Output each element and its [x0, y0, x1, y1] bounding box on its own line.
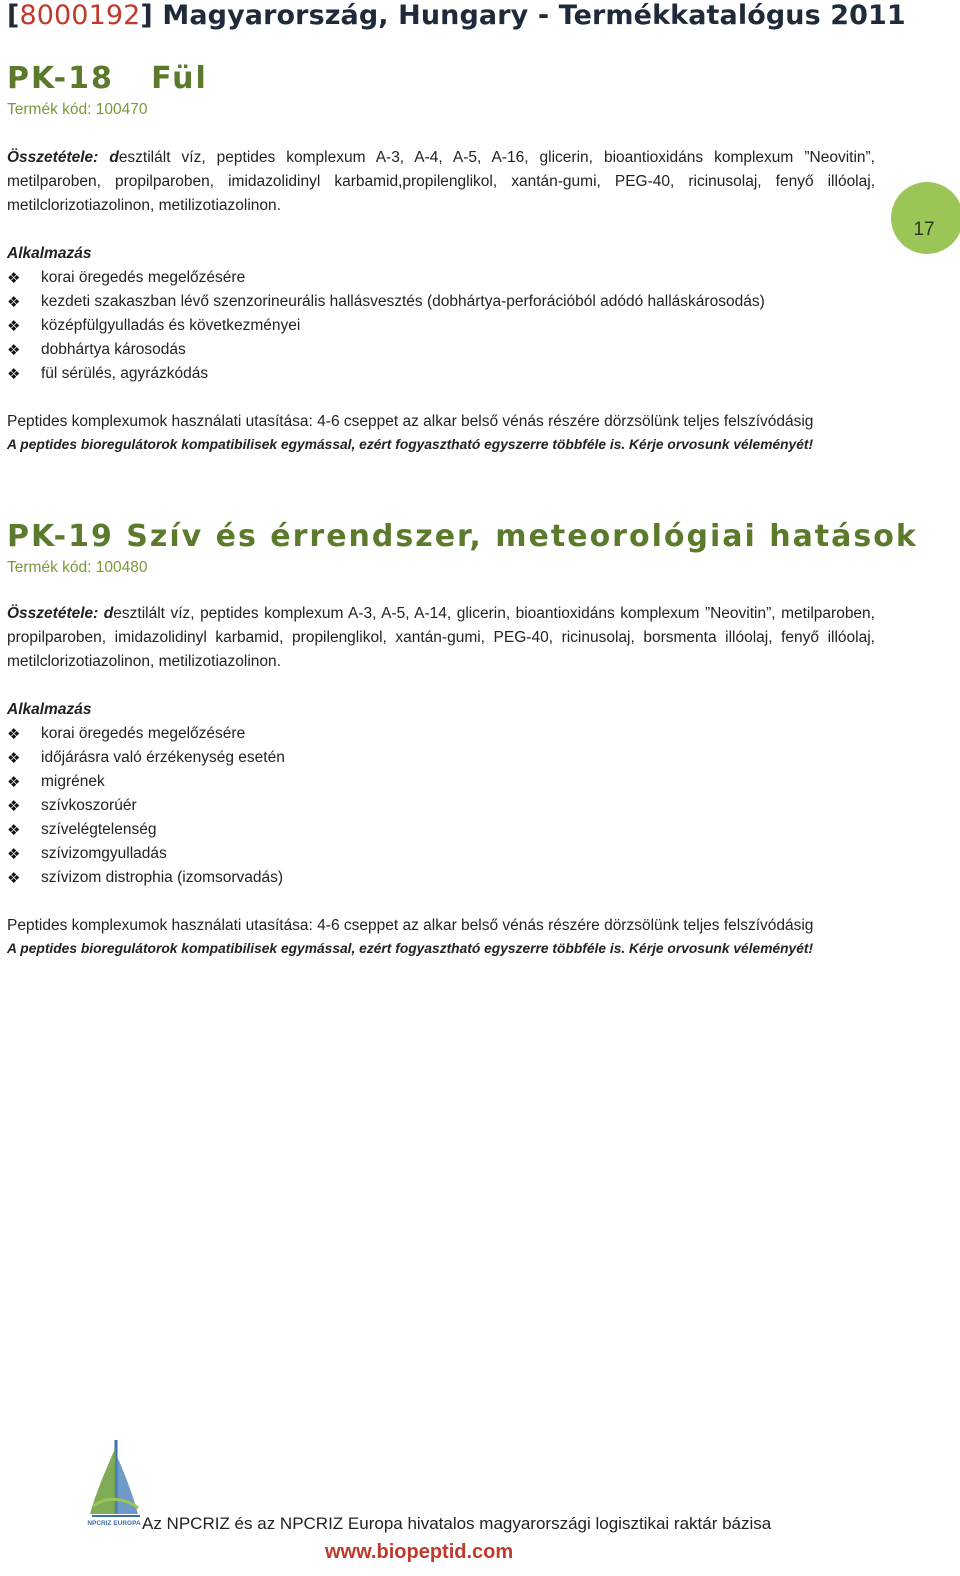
header-title: Magyarország, Hungary - Termékkatalógus 2011 [152, 0, 906, 31]
composition-text: esztilált víz, peptides komplexum A-3, A-5, A-14, glicerin, bioantioxidáns komplexum ”Neovitin”, metilparoben, propilparoben, imidazolidinyl karbamid, propilenglikol, xantán-gumi, PEG-40, ricinusolaj, borsmenta illóolaj, fenyő illóolaj, metilclorizotiazolinon, metilizotiazolinon. [7, 605, 875, 670]
list-item: ❖ időjárásra való érzékenység esetén [7, 746, 875, 770]
product-code: Termék kód: 100480 [7, 559, 148, 576]
diamond-bullet-icon: ❖ [7, 365, 21, 383]
composition-label: Összetétele: d [7, 605, 114, 622]
header-bracket-open: [ [7, 0, 20, 31]
logo-caption: NPCRIZ EUROPA [87, 1520, 141, 1527]
list-item: ❖ migrének [7, 770, 875, 794]
diamond-bullet-icon: ❖ [7, 845, 21, 863]
list-item: ❖ szívizom distrophia (izomsorvadás) [7, 866, 875, 890]
catalog-code: 8000192 [19, 0, 141, 31]
diamond-bullet-icon: ❖ [7, 293, 21, 311]
page-number: 17 [913, 219, 935, 240]
usage-instructions: Peptides komplexumok használati utasítása: 4-6 cseppet az alkar belső vénás részére dörzsölünk teljes felszívódásig [7, 413, 814, 430]
document-header [7, 0, 906, 31]
diamond-bullet-icon: ❖ [7, 725, 21, 743]
list-item: ❖ korai öregedés megelőzésére [7, 722, 875, 746]
product-title: PK-18 Fül [7, 61, 208, 96]
compatibility-note: A peptides bioregulátorok kompatibilisek egymással, ezért fogyasztható egyszerre többféle is. Kérje orvosunk véleményét! [7, 437, 814, 452]
composition-label: Összetétele: d [7, 149, 119, 166]
compatibility-note: A peptides bioregulátorok kompatibilisek egymással, ezért fogyasztható egyszerre többféle is. Kérje orvosunk véleményét! [7, 941, 814, 956]
list-item: ❖ középfülgyulladás és következményei [7, 314, 875, 338]
application-heading: Alkalmazás [7, 701, 92, 718]
product-section-pk19 [7, 518, 918, 960]
diamond-bullet-icon: ❖ [7, 797, 21, 815]
diamond-bullet-icon: ❖ [7, 341, 21, 359]
product-title: PK-19 Szív és érrendszer, meteorológiai hatások [7, 519, 918, 554]
composition [7, 146, 875, 218]
header-bracket-close: ] [140, 0, 153, 31]
diamond-bullet-icon: ❖ [7, 773, 21, 791]
list-item: ❖ szívelégtelenség [7, 818, 875, 842]
diamond-bullet-icon: ❖ [7, 821, 21, 839]
list-item: ❖ szívkoszorúér [7, 794, 875, 818]
diamond-bullet-icon: ❖ [7, 869, 21, 887]
list-item: ❖ kezdeti szakaszban lévő szenzorineurális hallásvesztés (dobhártya-perforációból adódó halláskárosodás) [7, 290, 875, 314]
list-item: ❖ korai öregedés megelőzésére [7, 266, 875, 290]
list-item: ❖ fül sérülés, agyrázkódás [7, 362, 875, 386]
footer-text: Az NPCRIZ és az NPCRIZ Europa hivatalos magyarországi logisztikai raktár bázisa [142, 1514, 772, 1533]
diamond-bullet-icon: ❖ [7, 269, 21, 287]
list-item: ❖ dobhártya károsodás [7, 338, 875, 362]
product-section-pk18 [7, 60, 875, 456]
npcriz-logo [86, 1436, 142, 1532]
website-link[interactable]: www.biopeptid.com [325, 1541, 514, 1563]
list-item: ❖ szívizomgyulladás [7, 842, 875, 866]
page-number-badge [891, 182, 960, 254]
application-heading: Alkalmazás [7, 245, 92, 262]
diamond-bullet-icon: ❖ [7, 317, 21, 335]
product-code: Termék kód: 100470 [7, 101, 148, 118]
composition [7, 602, 875, 674]
diamond-bullet-icon: ❖ [7, 749, 21, 767]
npcriz-logo-icon [86, 1436, 142, 1532]
application-list [7, 266, 875, 386]
application-list [7, 722, 875, 890]
usage-instructions: Peptides komplexumok használati utasítása: 4-6 cseppet az alkar belső vénás részére dörzsölünk teljes felszívódásig [7, 917, 814, 934]
composition-text: esztilált víz, peptides komplexum A-3, A-4, A-5, A-16, glicerin, bioantioxidáns komplexum ”Neovitin”, metilparoben, propilparoben, imidazolidinyl karbamid,propilenglikol, xantán-gumi, PEG-40, ricinusolaj, fenyő illóolaj, metilclorizotiazolinon, metilizotiazolinon. [7, 149, 875, 214]
